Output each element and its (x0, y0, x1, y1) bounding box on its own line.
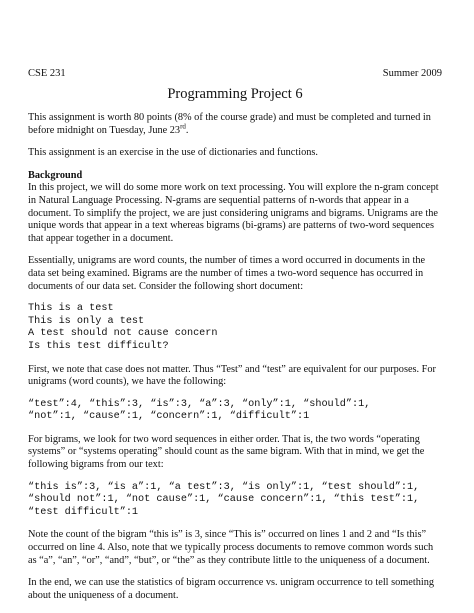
term: Summer 2009 (382, 68, 442, 79)
code-line: “should not”:1, “not cause”:1, “cause concern”:1, “this test”:1, (28, 494, 420, 506)
code-line: “test”:4, “this”:3, “is”:3, “a”:3, “only”:1, “should”:1, (28, 398, 371, 410)
intro-paragraph-2: This assignment is an exercise in the use of dictionaries and functions. (28, 147, 318, 159)
background-paragraph-6: In the end, we can use the statistics of bigram occurrence vs. unigram occurrence to tell something about the uniqueness of a document. (28, 577, 435, 601)
background-paragraph-5: Note the count of the bigram “this is” is 3, since “This is” occurred on lines 1 and 2 and “Is this” occurred on line 4. Also, note that we typically process documents to remove common words such as “a”, “an”, “or”, “and”, “but”, or “the” as they contribute little to the uniqueness of a document. (28, 529, 434, 566)
doc-line: A test should not cause concern (28, 328, 218, 340)
course-code: CSE 231 (28, 68, 66, 79)
background-paragraph-3: First, we note that case does not matter. Thus “Test” and “test” are equivalent for our purposes. For unigrams (word counts), we have the following: (28, 363, 436, 388)
intro-text: This assignment is worth 80 points (8% of the course grade) and must be completed and turned in before midnight on Tuesday, June 23 (28, 112, 431, 136)
section-heading-background: Background (28, 169, 83, 181)
doc-line: This is a test (28, 303, 114, 315)
doc-line: Is this test difficult? (28, 340, 169, 352)
unigram-counts (28, 399, 442, 424)
background-paragraph-1: In this project, we will do some more work on text processing. You will explore the n-gram concept in Natural Language Processing. N-grams are sequential patterns of n-words that appear in a document. To simplify the project, we are just considering unigrams and bigrams. Unigrams are the unique words that appear in a text whereas bigrams (bi-grams) are patterns of two-word sequences that appear together in a document. (28, 182, 439, 244)
date-superscript: rd (180, 122, 186, 131)
code-line: “test difficult”:1 (28, 506, 139, 518)
background-paragraph-2: Essentially, unigrams are word counts, the number of times a word occurred in documents in the data set being examined. Bigrams are the number of times a two-word sequence has occurred in documents of our data set. Consider the following short document: (28, 255, 426, 292)
code-line: “this is”:3, “is a”:1, “a test”:3, “is only”:1, “test should”:1, (28, 481, 420, 493)
background-paragraph-4: For bigrams, we look for two word sequences in either order. That is, the two words “operating systems” or “systems operating” should count as the same bigram. With that in mind, we get the following bigrams from our text: (28, 433, 425, 471)
document-page (28, 68, 442, 612)
intro-period: . (185, 124, 189, 136)
code-line: “not”:1, “cause”:1, “concern”:1, “difficult”:1 (28, 411, 310, 423)
page-header (28, 68, 442, 80)
bigram-counts (28, 482, 442, 520)
intro-paragraph-1 (28, 112, 442, 137)
page-title: Programming Project 6 (167, 86, 303, 102)
example-document (28, 303, 442, 353)
doc-line: This is only a test (28, 315, 145, 327)
